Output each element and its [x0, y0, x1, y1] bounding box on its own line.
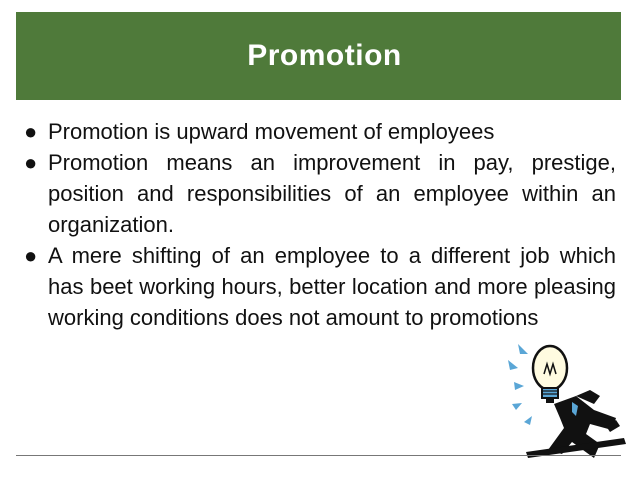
- square-bullet-icon: ●: [24, 243, 38, 268]
- square-bullet-icon: ●: [24, 119, 38, 144]
- bottom-divider: [16, 455, 621, 456]
- bullet-item: [24, 147, 616, 240]
- lightbulb-idea-man-icon: [498, 330, 630, 462]
- bullet-item: [24, 240, 616, 333]
- square-bullet-icon: ●: [24, 150, 38, 175]
- bullet-text: Promotion means an improvement in pay, prestige, position and responsibilities of an employee within an organization.: [48, 150, 616, 237]
- title-bar: [16, 12, 621, 100]
- bullet-text: A mere shifting of an employee to a different job which has beet working hours, better location and more pleasing working conditions does not amount to promotions: [48, 243, 616, 330]
- slide-title: Promotion: [247, 39, 402, 72]
- bullet-text: Promotion is upward movement of employees: [48, 119, 495, 144]
- bullet-item: [24, 116, 616, 147]
- bullet-list: [24, 116, 616, 333]
